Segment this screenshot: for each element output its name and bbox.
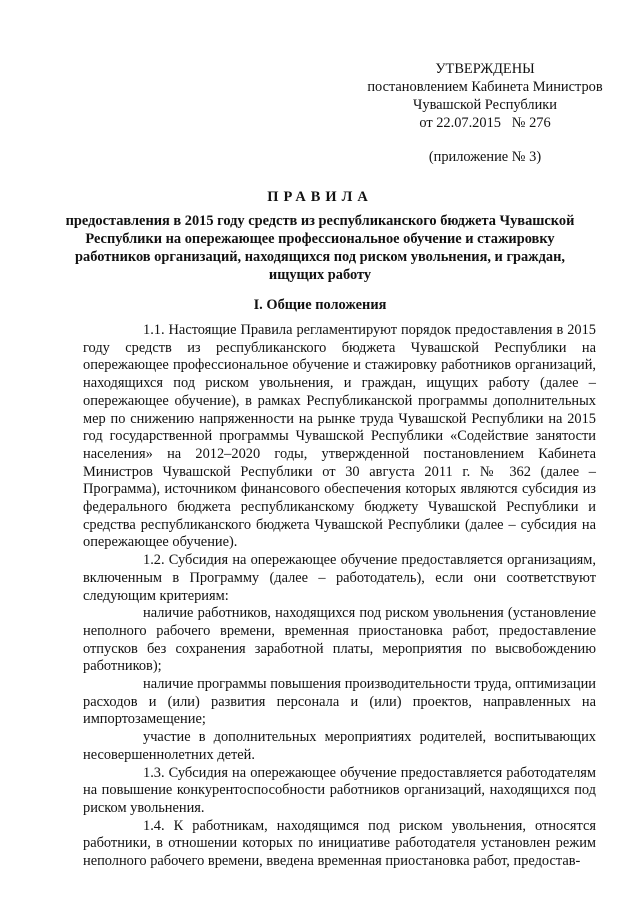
paragraph: 1.3. Субсидия на опережающее обучение предоставляется работодателям на повышение конкурентоспособности работников организаций, находящихся под риском увольнения. bbox=[83, 764, 596, 816]
approval-region: Чувашской Республики bbox=[413, 97, 557, 113]
approval-authority: постановлением Кабинета Министров bbox=[367, 79, 603, 95]
section-heading: I. Общие положения bbox=[253, 297, 387, 313]
approval-heading: УТВЕРЖДЕНЫ bbox=[435, 61, 535, 77]
paragraph: 1.4. К работникам, находящимся под риском увольнения, относятся работники, в отношении которых по инициативе работодателя установлен режим неполного рабочего времени, введена временная приостановка работ, предостав- bbox=[83, 817, 596, 870]
paragraph: 1.2. Субсидия на опережающее обучение предоставляется организациям, включенным в Программу (далее – работодатель), если они соответствуют следующим критериям: bbox=[83, 552, 596, 604]
title-heading: ПРАВИЛА bbox=[267, 189, 373, 205]
paragraph: наличие программы повышения производительности труда, оптимизации расходов и (или) развития персонала и (или) проектов, направленных на импортозамещение; bbox=[83, 676, 596, 728]
paragraph: участие в дополнительных мероприятиях родителей, воспитывающих несовершеннолетних детей. bbox=[83, 729, 596, 763]
title-subtitle: предоставления в 2015 году средств из республиканского бюджета Чувашской Республики на опережающее профессиональное обучение и стажировку работников организаций, находящихся под риском увольнения, и граждан, ищущих работу bbox=[65, 213, 575, 283]
approval-stamp bbox=[360, 60, 610, 166]
document-title bbox=[60, 188, 580, 284]
paragraph: 1.1. Настоящие Правила регламентируют порядок предоставления в 2015 году средств из республиканского бюджета Чувашской Республики на опережающее профессиональное обучение и стажировку работников организаций, находящихся под риском увольнения, и граждан, ищущих работу (далее – опережающее обучение), в рамках Республиканской программы дополнительных мер по снижению напряженности на рынке труда Чувашской Республики на 2015 год государственной программы Чувашской Республики «Содействие занятости населения» на 2012–2020 годы, утвержденной постановлением Кабинета Министров Чувашской Республики от 30 августа 2011 г. № 362 (далее – Программа), источником финансового обеспечения которых являются субсидия из федерального бюджета республиканскому бюджету Чувашской Республики и средства республиканского бюджета Чувашской Республики (далее – субсидия на опережающее обучение). bbox=[83, 322, 596, 551]
approval-date-number: от 22.07.2015 № 276 bbox=[419, 115, 551, 131]
approval-appendix: (приложение № 3) bbox=[428, 149, 542, 165]
section-body bbox=[83, 322, 596, 871]
paragraph: наличие работников, находящихся под риском увольнения (установление неполного рабочего времени, временная приостановка работ, предоставление отпусков без сохранения заработной платы, мероприятия по высвобождению работников); bbox=[83, 605, 596, 675]
